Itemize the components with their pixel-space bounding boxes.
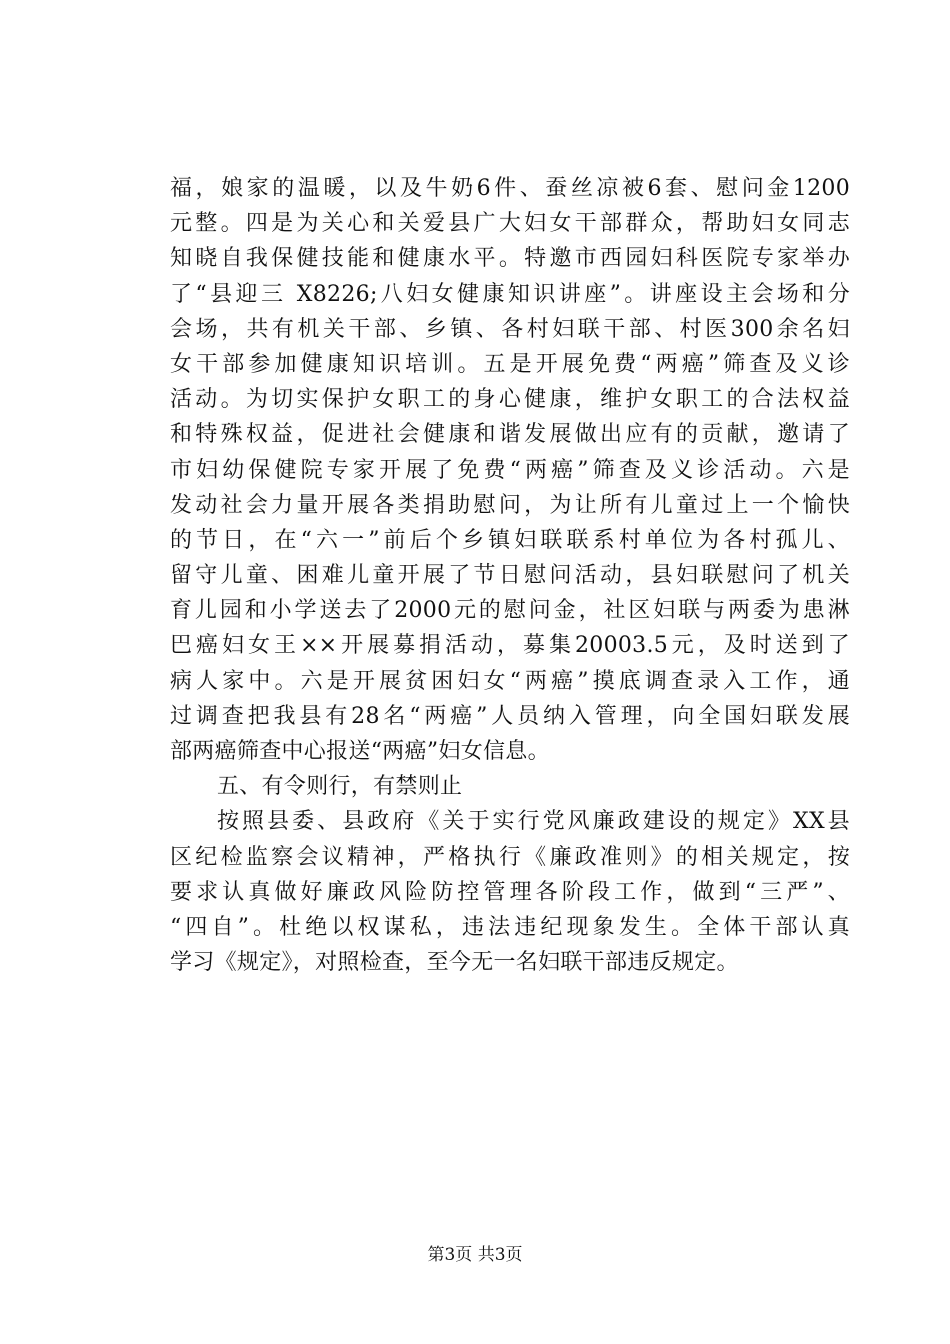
paragraph-end-line: 学习《规定》，对照检查，至今无一名妇联干部违反规定。 [170, 950, 739, 976]
text-line: 市妇幼保健院专家开展了免费“两癌”筛查及义诊活动。六是 [170, 457, 850, 483]
paragraph-start-line: 按照县委、县政府《关于实行党风廉政建设的规定》XX县 [217, 809, 850, 835]
text-line: 知晓自我保健技能和健康水平。特邀市西园妇科医院专家举办 [170, 246, 850, 272]
text-line: 会场，共有机关干部、乡镇、各村妇联干部、村医300余名妇 [170, 316, 850, 342]
text-line: 和特殊权益，促进社会健康和谐发展做出应有的贡献，邀请了 [170, 422, 850, 448]
section-heading: 五、有令则行，有禁则止 [217, 774, 463, 800]
text-line: 区纪检监察会议精神，严格执行《廉政准则》的相关规定，按 [170, 844, 850, 870]
text-line: 过调查把我县有28名“两癌”人员纳入管理，向全国妇联发展 [170, 703, 850, 729]
text-line: 女干部参加健康知识培训。五是开展免费“两癌”筛查及义诊 [170, 351, 850, 377]
text-line: 福，娘家的温暖，以及牛奶6件、蚕丝凉被6套、慰问金1200 [170, 176, 850, 201]
paragraph-end-line: 部两癌筛查中心报送“两癌”妇女信息。 [170, 739, 550, 764]
text-line: 巴癌妇女王××开展募捐活动，募集20003.5元，及时送到了 [170, 633, 850, 659]
text-line: 要求认真做好廉政风险防控管理各阶段工作，做到“三严”、 [170, 879, 850, 905]
text-line: “四自”。杜绝以权谋私，违法违纪现象发生。全体干部认真 [170, 914, 850, 940]
text-line: 活动。为切实保护女职工的身心健康，维护女职工的合法权益 [170, 387, 850, 413]
text-line: 的节日，在“六一”前后个乡镇妇联联系村单位为各村孤儿、 [170, 527, 850, 553]
text-line: 了“县迎三 X8226;八妇女健康知识讲座”。讲座设主会场和分 [170, 281, 850, 307]
body-text [170, 171, 850, 980]
text-line: 元整。四是为关心和关爱县广大妇女干部群众，帮助妇女同志 [170, 211, 850, 237]
page-number-label: 第3页 共3页 [427, 1245, 523, 1265]
text-line: 发动社会力量开展各类捐助慰问，为让所有儿童过上一个愉快 [170, 492, 850, 518]
text-line: 病人家中。六是开展贫困妇女“两癌”摸底调查录入工作，通 [170, 668, 850, 694]
page-footer [0, 1244, 950, 1266]
text-line: 留守儿童、困难儿童开展了节日慰问活动，县妇联慰问了机关 [170, 563, 850, 589]
text-line: 育儿园和小学送去了2000元的慰问金，社区妇联与两委为患淋 [170, 598, 850, 624]
